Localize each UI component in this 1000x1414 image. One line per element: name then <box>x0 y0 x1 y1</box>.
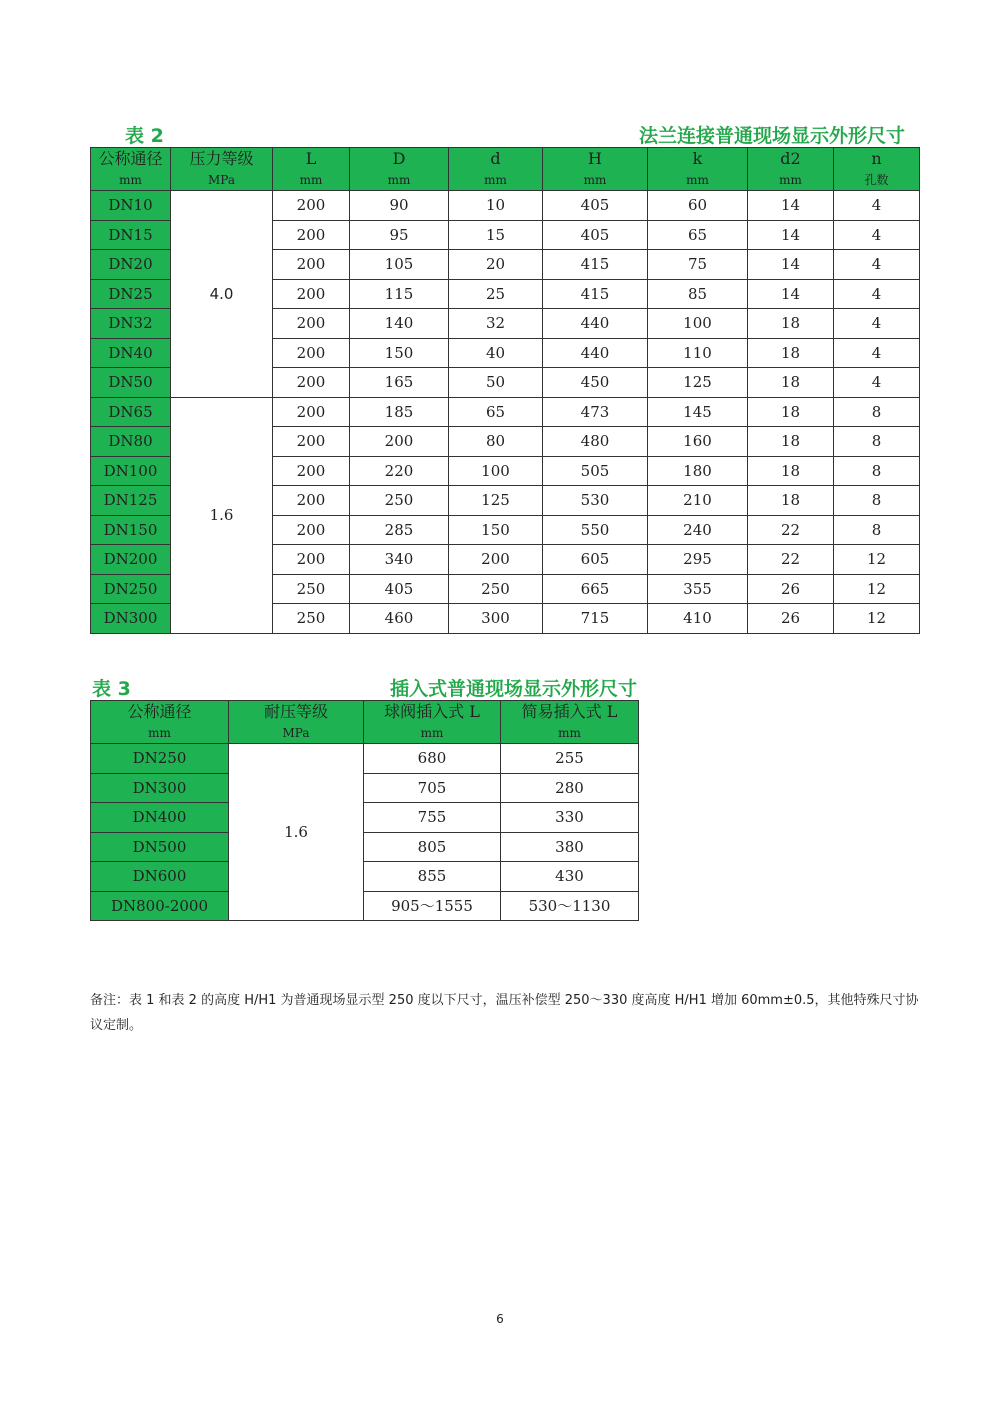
value-cell: 4 <box>834 250 920 280</box>
value-cell: 18 <box>748 309 834 339</box>
value-cell: 405 <box>543 191 648 221</box>
value-cell: 105 <box>350 250 449 280</box>
nominal-diameter-cell: DN500 <box>91 832 229 862</box>
nominal-diameter-cell: DN32 <box>91 309 171 339</box>
value-cell: 22 <box>748 545 834 575</box>
value-cell: 4 <box>834 338 920 368</box>
value-cell: 18 <box>748 486 834 516</box>
value-cell: 18 <box>748 427 834 457</box>
table-row <box>91 744 639 774</box>
value-cell: 12 <box>834 545 920 575</box>
value-cell: 210 <box>648 486 748 516</box>
value-cell: 680 <box>364 744 501 774</box>
table2-header-cell <box>350 148 449 191</box>
value-cell: 665 <box>543 574 648 604</box>
value-cell: 32 <box>449 309 543 339</box>
table-row <box>91 191 920 221</box>
nominal-diameter-cell: DN15 <box>91 220 171 250</box>
header-unit: mm <box>387 173 411 187</box>
value-cell: 10 <box>449 191 543 221</box>
value-cell: 200 <box>273 279 350 309</box>
header-unit: mm <box>558 726 581 740</box>
value-cell: 200 <box>273 456 350 486</box>
header-unit: mm <box>779 173 802 187</box>
table2-header-cell <box>748 148 834 191</box>
value-cell: 8 <box>834 427 920 457</box>
header-unit: 孔数 <box>864 173 889 187</box>
value-cell: 280 <box>501 773 639 803</box>
value-cell: 715 <box>543 604 648 634</box>
nominal-diameter-cell: DN150 <box>91 515 171 545</box>
value-cell: 380 <box>501 832 639 862</box>
value-cell: 200 <box>273 250 350 280</box>
value-cell: 460 <box>350 604 449 634</box>
header-unit: mm <box>484 173 507 187</box>
value-cell: 405 <box>543 220 648 250</box>
value-cell: 295 <box>648 545 748 575</box>
table2-header-row <box>91 148 920 191</box>
header-label: n <box>871 149 882 168</box>
value-cell: 440 <box>543 309 648 339</box>
nominal-diameter-cell: DN600 <box>91 862 229 892</box>
value-cell: 100 <box>648 309 748 339</box>
value-cell: 95 <box>350 220 449 250</box>
value-cell: 115 <box>350 279 449 309</box>
value-cell: 250 <box>273 574 350 604</box>
value-cell: 14 <box>748 191 834 221</box>
value-cell: 22 <box>748 515 834 545</box>
value-cell: 340 <box>350 545 449 575</box>
value-cell: 855 <box>364 862 501 892</box>
value-cell: 8 <box>834 397 920 427</box>
value-cell: 4 <box>834 220 920 250</box>
table2-header-cell <box>834 148 920 191</box>
table2-header-cell <box>543 148 648 191</box>
value-cell: 200 <box>273 338 350 368</box>
table-row <box>91 397 920 427</box>
table3-header-cell <box>501 701 639 744</box>
value-cell: 12 <box>834 574 920 604</box>
table2-label: 表 2 <box>125 125 164 147</box>
table3 <box>90 700 639 921</box>
value-cell: 480 <box>543 427 648 457</box>
value-cell: 255 <box>501 744 639 774</box>
value-cell: 200 <box>273 368 350 398</box>
value-cell: 405 <box>350 574 449 604</box>
value-cell: 15 <box>449 220 543 250</box>
nominal-diameter-cell: DN100 <box>91 456 171 486</box>
value-cell: 605 <box>543 545 648 575</box>
value-cell: 4 <box>834 309 920 339</box>
value-cell: 330 <box>501 803 639 833</box>
value-cell: 165 <box>350 368 449 398</box>
footnote: 备注：表 1 和表 2 的高度 H/H1 为普通现场显示型 250 度以下尺寸，温压补偿型 250～330 度高度 H/H1 增加 60mm±0.5，其他特殊尺寸协议定制。 <box>90 993 919 1033</box>
pressure-rating-cell: 1.6 <box>229 744 364 921</box>
value-cell: 200 <box>350 427 449 457</box>
value-cell: 20 <box>449 250 543 280</box>
table2-header-cell <box>171 148 273 191</box>
value-cell: 8 <box>834 515 920 545</box>
table-row <box>91 891 639 921</box>
value-cell: 90 <box>350 191 449 221</box>
value-cell: 4 <box>834 368 920 398</box>
value-cell: 410 <box>648 604 748 634</box>
value-cell: 110 <box>648 338 748 368</box>
value-cell: 180 <box>648 456 748 486</box>
value-cell: 40 <box>449 338 543 368</box>
table-row <box>91 773 639 803</box>
nominal-diameter-cell: DN250 <box>91 574 171 604</box>
value-cell: 415 <box>543 279 648 309</box>
value-cell: 285 <box>350 515 449 545</box>
value-cell: 415 <box>543 250 648 280</box>
pressure-rating-cell: 1.6 <box>171 397 273 633</box>
value-cell: 150 <box>449 515 543 545</box>
table3-header-cell <box>229 701 364 744</box>
value-cell: 80 <box>449 427 543 457</box>
value-cell: 505 <box>543 456 648 486</box>
value-cell: 145 <box>648 397 748 427</box>
value-cell: 250 <box>449 574 543 604</box>
header-label: L <box>305 149 317 168</box>
nominal-diameter-cell: DN200 <box>91 545 171 575</box>
table3-header-row <box>91 701 639 744</box>
value-cell: 250 <box>273 604 350 634</box>
header-label: 耐压等级 <box>263 702 328 721</box>
header-label: 公称通径 <box>127 702 192 721</box>
nominal-diameter-cell: DN800-2000 <box>91 891 229 921</box>
header-label: d2 <box>780 149 801 168</box>
header-unit: mm <box>583 173 607 187</box>
value-cell: 200 <box>449 545 543 575</box>
value-cell: 755 <box>364 803 501 833</box>
value-cell: 85 <box>648 279 748 309</box>
value-cell: 705 <box>364 773 501 803</box>
value-cell: 150 <box>350 338 449 368</box>
nominal-diameter-cell: DN40 <box>91 338 171 368</box>
value-cell: 65 <box>648 220 748 250</box>
nominal-diameter-cell: DN25 <box>91 279 171 309</box>
table2-title: 法兰连接普通现场显示外形尺寸 <box>638 125 905 147</box>
value-cell: 18 <box>748 456 834 486</box>
header-label: 压力等级 <box>189 149 254 168</box>
table2-header-cell <box>273 148 350 191</box>
value-cell: 8 <box>834 456 920 486</box>
value-cell: 50 <box>449 368 543 398</box>
value-cell: 12 <box>834 604 920 634</box>
table3-title: 插入式普通现场显示外形尺寸 <box>389 678 637 700</box>
table-row <box>91 803 639 833</box>
table2-header-cell <box>648 148 748 191</box>
value-cell: 185 <box>350 397 449 427</box>
header-label: 球阀插入式 L <box>384 702 480 721</box>
header-label: 简易插入式 L <box>521 702 618 721</box>
value-cell: 14 <box>748 279 834 309</box>
header-unit: MPa <box>282 726 310 740</box>
header-label: D <box>392 149 406 168</box>
value-cell: 25 <box>449 279 543 309</box>
value-cell: 18 <box>748 338 834 368</box>
header-unit: mm <box>119 173 142 187</box>
table2-header-cell <box>91 148 171 191</box>
header-unit: mm <box>686 173 709 187</box>
header-unit: mm <box>299 173 323 187</box>
value-cell: 200 <box>273 309 350 339</box>
value-cell: 26 <box>748 604 834 634</box>
value-cell: 60 <box>648 191 748 221</box>
value-cell: 125 <box>648 368 748 398</box>
value-cell: 14 <box>748 250 834 280</box>
value-cell: 200 <box>273 220 350 250</box>
nominal-diameter-cell: DN20 <box>91 250 171 280</box>
table-row <box>91 832 639 862</box>
nominal-diameter-cell: DN80 <box>91 427 171 457</box>
table3-header-cell <box>91 701 229 744</box>
value-cell: 355 <box>648 574 748 604</box>
header-label: d <box>490 149 501 168</box>
value-cell: 4 <box>834 191 920 221</box>
value-cell: 220 <box>350 456 449 486</box>
nominal-diameter-cell: DN300 <box>91 773 229 803</box>
nominal-diameter-cell: DN250 <box>91 744 229 774</box>
value-cell: 200 <box>273 427 350 457</box>
value-cell: 450 <box>543 368 648 398</box>
table3-label: 表 3 <box>92 678 131 700</box>
nominal-diameter-cell: DN300 <box>91 604 171 634</box>
value-cell: 18 <box>748 397 834 427</box>
value-cell: 200 <box>273 515 350 545</box>
value-cell: 200 <box>273 486 350 516</box>
value-cell: 65 <box>449 397 543 427</box>
value-cell: 905～1555 <box>364 891 501 921</box>
value-cell: 200 <box>273 545 350 575</box>
value-cell: 440 <box>543 338 648 368</box>
value-cell: 473 <box>543 397 648 427</box>
table-row <box>91 862 639 892</box>
value-cell: 250 <box>350 486 449 516</box>
value-cell: 14 <box>748 220 834 250</box>
value-cell: 4 <box>834 279 920 309</box>
table3-header-cell <box>364 701 501 744</box>
value-cell: 530 <box>543 486 648 516</box>
table2 <box>90 147 920 634</box>
value-cell: 8 <box>834 486 920 516</box>
value-cell: 240 <box>648 515 748 545</box>
value-cell: 430 <box>501 862 639 892</box>
header-label: H <box>588 149 602 168</box>
value-cell: 18 <box>748 368 834 398</box>
nominal-diameter-cell: DN50 <box>91 368 171 398</box>
page-number: 6 <box>496 1312 504 1326</box>
pressure-rating-cell: 4.0 <box>171 191 273 398</box>
header-label: k <box>692 149 703 168</box>
table2-header-cell <box>449 148 543 191</box>
nominal-diameter-cell: DN125 <box>91 486 171 516</box>
table2-caption <box>125 120 905 148</box>
value-cell: 26 <box>748 574 834 604</box>
value-cell: 160 <box>648 427 748 457</box>
value-cell: 125 <box>449 486 543 516</box>
value-cell: 200 <box>273 191 350 221</box>
table3-caption <box>92 675 637 701</box>
value-cell: 550 <box>543 515 648 545</box>
header-unit: mm <box>148 726 171 740</box>
value-cell: 805 <box>364 832 501 862</box>
nominal-diameter-cell: DN400 <box>91 803 229 833</box>
value-cell: 300 <box>449 604 543 634</box>
header-unit: MPa <box>208 173 235 187</box>
nominal-diameter-cell: DN10 <box>91 191 171 221</box>
value-cell: 200 <box>273 397 350 427</box>
value-cell: 100 <box>449 456 543 486</box>
header-label: 公称通径 <box>98 149 163 168</box>
nominal-diameter-cell: DN65 <box>91 397 171 427</box>
value-cell: 75 <box>648 250 748 280</box>
header-unit: mm <box>420 726 444 740</box>
value-cell: 140 <box>350 309 449 339</box>
value-cell: 530～1130 <box>501 891 639 921</box>
